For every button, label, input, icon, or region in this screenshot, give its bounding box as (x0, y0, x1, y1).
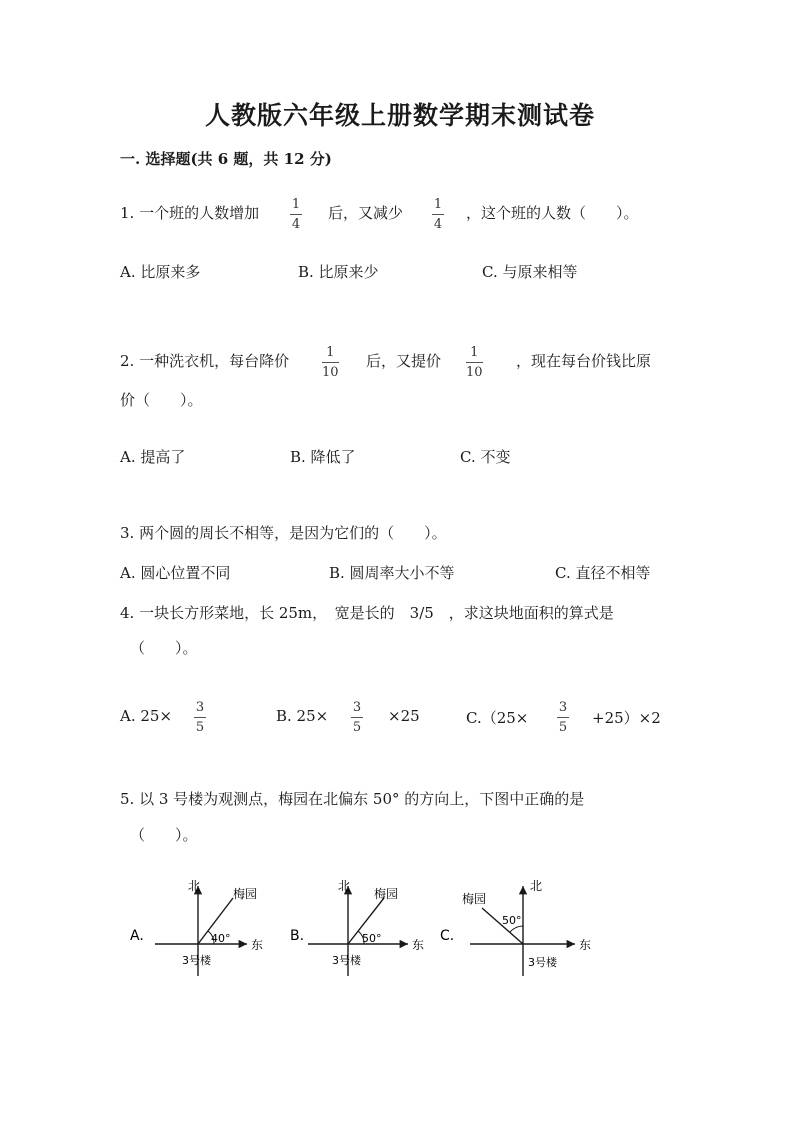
q1-fraction-1 (290, 197, 302, 232)
q2-frac2-num: 1 (470, 345, 479, 360)
q4-a-fraction (194, 700, 206, 735)
q2-option-a[interactable]: A. 提高了 (120, 448, 186, 466)
q4-option-c-tail: +25）×2 (592, 709, 661, 727)
diagram-c-north: 北 (530, 879, 543, 893)
diagram-a-angle: 40° (211, 932, 231, 945)
q3-option-a[interactable]: A. 圆心位置不同 (120, 564, 231, 582)
q2-option-b[interactable]: B. 降低了 (290, 448, 356, 466)
q1-option-c[interactable]: C. 与原来相等 (482, 263, 578, 281)
q2-frac1-den: 10 (322, 365, 339, 380)
q3-option-b[interactable]: B. 圆周率大小不等 (329, 564, 455, 582)
diagram-a-place: 梅园 (233, 887, 258, 901)
q4-option-c[interactable]: C.（25× (466, 709, 529, 727)
q4-c-fraction (557, 700, 569, 735)
q1-frac1-den: 4 (291, 217, 301, 232)
diagram-c-label: C. (440, 928, 455, 944)
q1-text-a: 1. 一个班的人数增加 (120, 204, 260, 222)
q4-option-b[interactable]: B. 25× (276, 707, 329, 725)
q2-text-d: 价（ ）。 (120, 391, 203, 409)
q1-frac2-num: 1 (433, 197, 443, 212)
q5-text-b: （ ）。 (130, 826, 198, 844)
q5-text-a: 5. 以 3 号楼为观测点，梅园在北偏东 50° 的方向上，下图中正确的是 (120, 790, 585, 808)
q2-frac2-den: 10 (466, 365, 483, 380)
diagram-b-label: B. (290, 928, 305, 944)
diagram-a[interactable] (130, 879, 263, 976)
q1-fraction-2 (432, 197, 444, 232)
diagram-b[interactable] (290, 879, 424, 976)
diagram-b-origin: 3号楼 (332, 954, 361, 967)
q2-text-c: ，现在每台价钱比原 (516, 352, 652, 370)
section-heading: 一. 选择题(共 6 题，共 12 分) (120, 150, 332, 168)
q3-text-a: 3. 两个圆的周长不相等，是因为它们的（ ）。 (120, 524, 447, 542)
q1-text-b: 后，又减少 (328, 204, 404, 222)
q1-frac1-num: 1 (291, 197, 301, 212)
q4-option-b-tail: ×25 (388, 707, 420, 725)
q1-option-b[interactable]: B. 比原来少 (298, 263, 379, 281)
q2-fraction-2 (466, 345, 483, 380)
q4-c-den: 5 (558, 720, 568, 735)
diagram-b-east: 东 (412, 938, 425, 952)
q4-b-fraction (351, 700, 363, 735)
q2-frac1-num: 1 (326, 345, 335, 360)
diagram-a-east: 东 (251, 938, 264, 952)
direction-diagrams (110, 868, 630, 988)
q4-text-b: （ ）。 (130, 639, 198, 657)
q2-fraction-1 (322, 345, 339, 380)
q2-text-a: 2. 一种洗衣机，每台降价 (120, 352, 290, 370)
diagram-c-east: 东 (579, 938, 592, 952)
q1-option-a[interactable]: A. 比原来多 (120, 263, 201, 281)
page-title: 人教版六年级上册数学期末测试卷 (204, 101, 595, 130)
q4-c-num: 3 (558, 700, 568, 715)
diagram-b-north: 北 (338, 879, 351, 893)
diagram-c[interactable] (440, 879, 591, 976)
q4-b-num: 3 (352, 700, 362, 715)
q4-option-a[interactable]: A. 25× (120, 707, 173, 725)
diagram-c-angle: 50° (502, 914, 522, 927)
q2-option-c[interactable]: C. 不变 (460, 448, 511, 466)
diagram-c-origin: 3号楼 (528, 956, 557, 969)
diagram-c-place: 梅园 (462, 892, 487, 906)
diagram-a-north: 北 (188, 879, 201, 893)
diagram-b-angle: 50° (362, 932, 382, 945)
q4-a-den: 5 (195, 720, 205, 735)
q3-option-c[interactable]: C. 直径不相等 (555, 564, 651, 582)
diagram-b-place: 梅园 (374, 887, 399, 901)
q4-b-den: 5 (352, 720, 362, 735)
q1-frac2-den: 4 (433, 217, 443, 232)
q2-text-b: 后，又提价 (366, 352, 442, 370)
q1-text-c: ，这个班的人数（ ）。 (466, 204, 639, 222)
diagram-a-origin: 3号楼 (182, 954, 211, 967)
q4-a-num: 3 (195, 700, 205, 715)
diagram-a-label: A. (130, 928, 144, 944)
q4-text-a: 4. 一块长方形菜地，长 25m， 宽是长的 3/5 ，求这块地面积的算式是 (120, 604, 614, 622)
